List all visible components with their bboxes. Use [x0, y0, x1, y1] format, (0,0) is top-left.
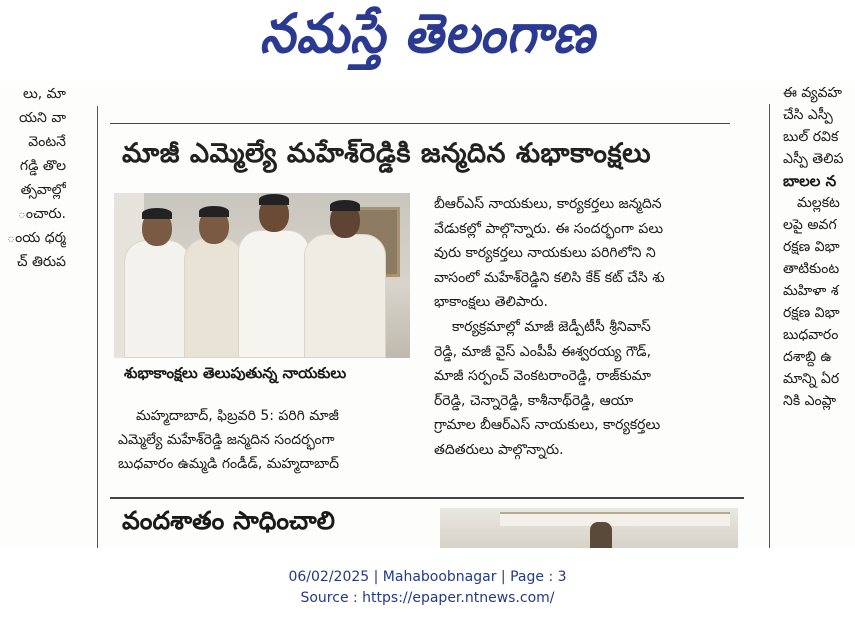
left-column-text [0, 82, 66, 548]
article-photo [114, 193, 410, 358]
article-line: తదితరులు పాల్గొన్నారు. [434, 441, 564, 458]
article-bottom-rule [110, 497, 744, 499]
article-line: బీఆర్‌ఎస్ నాయకులు, కార్యకర్తలు జన్మదిన [434, 196, 662, 212]
article-line: వాసంలో మహేశ్‌రెడ్డిని కలిసి కేక్ కట్ చేసి శు [434, 269, 665, 286]
left-column-line: ంయ ధర్మ [7, 230, 66, 246]
left-column-line: ంచారు. [17, 206, 66, 222]
right-column-line: లపై అవగ [783, 217, 837, 233]
person-figure [184, 206, 244, 358]
page-footer [0, 567, 855, 609]
left-column-line: గడ్డి తొల [19, 158, 66, 174]
next-article-photo [440, 508, 738, 548]
source-link[interactable]: Source : https://epaper.ntnews.com/ [300, 590, 555, 606]
left-column-line: లు, మా [23, 86, 66, 102]
right-column-line: రక్షణ విభా [783, 305, 840, 321]
article-line: భాకాంక్షలు తెలిపారు. [434, 294, 548, 311]
article-line: వురు కార్యకర్తలు నాయకులు పరిగిలోని ని [434, 245, 656, 262]
right-column-line: బుధవారం [783, 327, 839, 343]
right-column-line: చేసి ఎస్పీ [783, 107, 833, 123]
article-top-rule [110, 123, 730, 124]
right-column-line: మహిళా శ [783, 283, 839, 299]
next-article-headline: వందశాతం సాధించాలి [122, 506, 335, 535]
article-line: మహ్మదాబాద్, ఫిబ్రవరి 5: పరిగి మాజీ [136, 408, 339, 424]
newspaper-clipping [0, 82, 855, 548]
right-column-subheading: బాలల న [783, 172, 837, 190]
right-column-line: తాటికుంట [783, 261, 840, 277]
person-figure [124, 208, 190, 358]
left-column-line: చ్ తిరుప [16, 254, 66, 270]
person-figure [590, 522, 612, 548]
person-figure [304, 200, 386, 358]
article-line: వేడుకల్లో పాల్గొన్నారు. ఈ సందర్భంగా పలు [434, 220, 664, 237]
right-column-text [783, 82, 855, 548]
photo-caption: శుభాకాంక్షలు తెలుపుతున్న నాయకులు [124, 364, 347, 382]
person-figure [238, 196, 310, 358]
right-column-line: దశాబ్ది ఉ [783, 349, 832, 365]
article-line: ఎమ్మెల్యే మహేశ్‌రెడ్డి జన్మదిన సందర్భంగా [118, 432, 335, 449]
left-column-line: వెంటనే [28, 134, 66, 150]
right-column-line: బుల్ రవిక [783, 129, 839, 145]
column-divider-right [769, 104, 770, 548]
photo-banner [500, 512, 730, 526]
right-column-line: ఈ వ్యవహ [783, 85, 842, 101]
article-line: కార్యక్రమాల్లో మాజీ జెడ్పీటీసీ శ్రీనివాస్ [452, 318, 651, 335]
left-column-line: త్సవాల్లో [20, 182, 66, 198]
article-headline: మాజీ ఎమ్మెల్యే మహేశ్‌రెడ్డికి జన్మదిన శుభాకాంక్షలు [122, 138, 652, 169]
masthead [0, 0, 855, 80]
edition-info: 06/02/2025 | Mahaboobnagar | Page : 3 [288, 569, 567, 585]
newspaper-title: నమస్తే తెలంగాణ [259, 1, 596, 65]
article-line: ర్‌రెడ్డి, చెన్నారెడ్డి, కాశీనాథ్‌రెడ్డి, ఆయా [434, 392, 634, 409]
left-column-line: యని వా [19, 110, 66, 126]
article-line: మాజీ సర్పంచ్ వెంకటరాంరెడ్డి, రాజ్‌కుమా [434, 368, 651, 385]
right-column-line: మాన్ని ఏర [783, 371, 840, 387]
right-column-line: మల్లకట [797, 195, 840, 211]
right-column-line: నికి ఎంప్లా [783, 393, 837, 409]
article-body-right [434, 192, 744, 463]
right-column-line: రక్షణ విభా [783, 239, 840, 255]
right-column-line: ఎస్పీ తెలిప [783, 151, 844, 167]
article-line: బుధవారం ఉమ్మడి గండీడ్, మహ్మదాబాద్ [118, 456, 339, 473]
article-line: రెడ్డి, మాజీ వైస్ ఎంపీపీ ఈశ్వరయ్య గౌడ్, [434, 343, 652, 360]
article-body-bottom [118, 404, 418, 477]
article-line: గ్రామాల బీఆర్‌ఎస్ నాయకులు, కార్యకర్తలు [434, 417, 661, 434]
column-divider-left [97, 106, 98, 548]
